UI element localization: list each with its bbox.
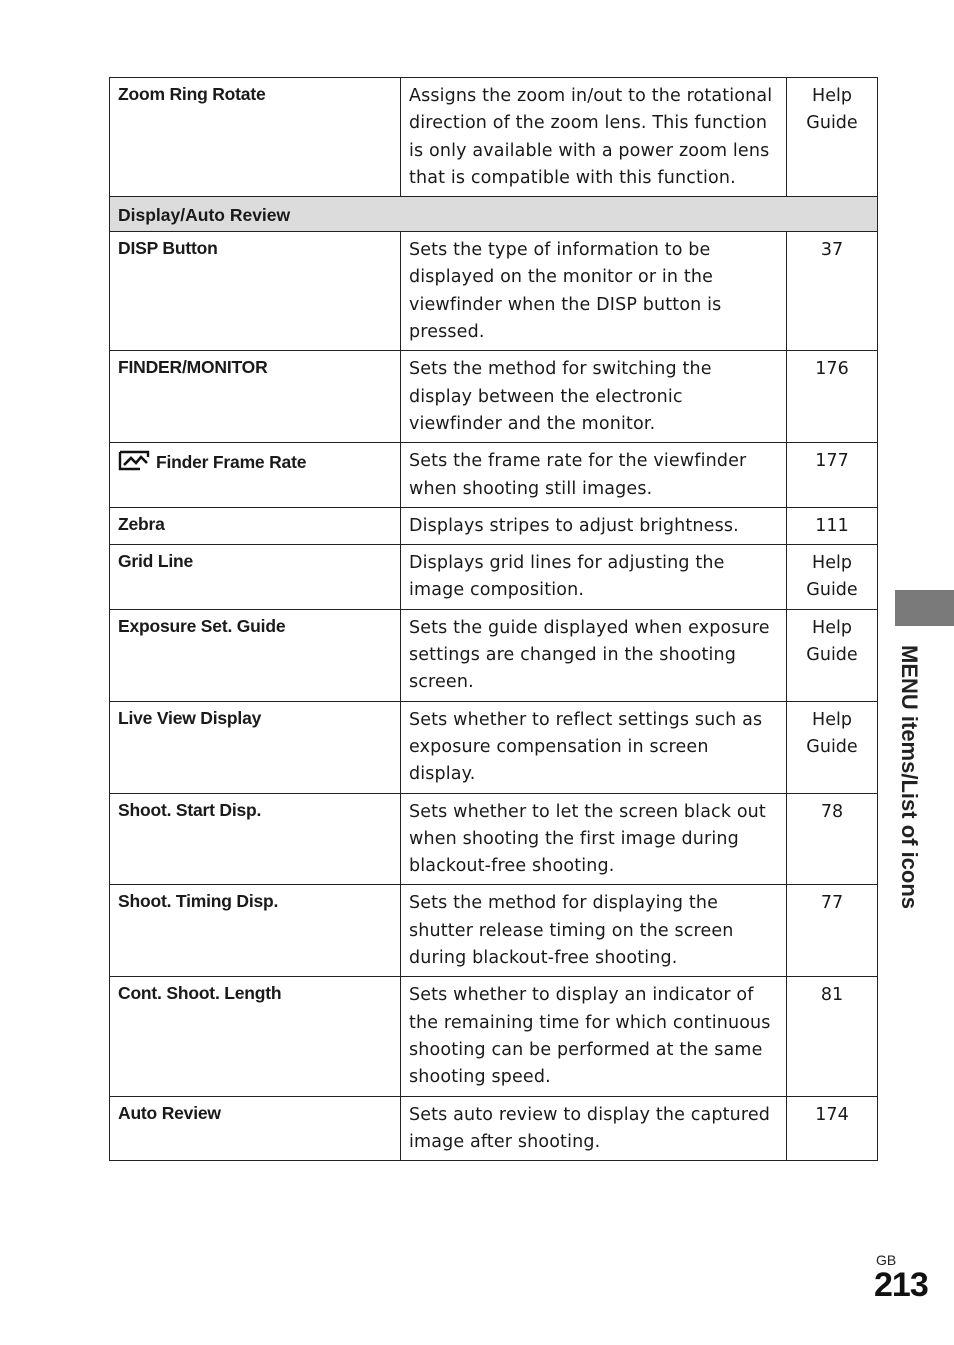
menu-item-page-reference: Help Guide bbox=[787, 78, 878, 197]
menu-item-description: Sets the guide displayed when exposure settings are changed in the shooting screen. bbox=[401, 609, 787, 701]
menu-item-name-cell bbox=[110, 793, 401, 885]
menu-item-name-cell bbox=[110, 885, 401, 977]
menu-item-name: Cont. Shoot. Length bbox=[118, 983, 282, 1004]
menu-item-name: Shoot. Timing Disp. bbox=[118, 891, 279, 912]
table-row bbox=[110, 351, 878, 443]
menu-item-page-reference: 78 bbox=[787, 793, 878, 885]
menu-item-description: Sets the method for displaying the shutter release timing on the screen during blackout-free shooting. bbox=[401, 885, 787, 977]
menu-item-name: Grid Line bbox=[118, 551, 194, 572]
menu-item-description: Sets whether to reflect settings such as exposure compensation in screen display. bbox=[401, 701, 787, 793]
menu-item-description: Assigns the zoom in/out to the rotational direction of the zoom lens. This function is only available with a power zoom lens that is compatible with this function. bbox=[401, 78, 787, 197]
table-row bbox=[110, 232, 878, 351]
table-row bbox=[110, 78, 878, 197]
menu-item-page-reference: 174 bbox=[787, 1096, 878, 1161]
menu-item-name-cell bbox=[110, 351, 401, 443]
menu-item-name-cell bbox=[110, 507, 401, 544]
chapter-tab-label: MENU items/List of icons bbox=[897, 645, 922, 910]
menu-item-page-reference: Help Guide bbox=[787, 545, 878, 610]
menu-item-name-cell bbox=[110, 1096, 401, 1161]
menu-item-description: Sets whether to display an indicator of the remaining time for which continuous shooting can be performed at the same shooting speed. bbox=[401, 977, 787, 1096]
menu-item-description: Sets the method for switching the display between the electronic viewfinder and the monitor. bbox=[401, 351, 787, 443]
table-row bbox=[110, 1096, 878, 1161]
menu-items-table bbox=[109, 77, 878, 1161]
menu-item-name-cell bbox=[110, 78, 401, 197]
table-row bbox=[110, 545, 878, 610]
menu-item-page-reference: 77 bbox=[787, 885, 878, 977]
menu-item-name: FINDER/MONITOR bbox=[118, 357, 268, 378]
menu-item-page-reference: 177 bbox=[787, 443, 878, 508]
table-row bbox=[110, 701, 878, 793]
menu-item-name: DISP Button bbox=[118, 238, 218, 259]
menu-item-description: Displays stripes to adjust brightness. bbox=[401, 507, 787, 544]
menu-item-page-reference: 176 bbox=[787, 351, 878, 443]
menu-item-description: Sets the type of information to be displayed on the monitor or in the viewfinder when the DISP button is pressed. bbox=[401, 232, 787, 351]
menu-item-description: Sets whether to let the screen black out when shooting the first image during blackout-free shooting. bbox=[401, 793, 787, 885]
menu-item-name-cell bbox=[110, 545, 401, 610]
menu-item-description: Sets auto review to display the captured image after shooting. bbox=[401, 1096, 787, 1161]
menu-item-name: Auto Review bbox=[118, 1102, 221, 1123]
still-image-mode-icon bbox=[118, 448, 150, 477]
menu-item-name: Zebra bbox=[118, 513, 165, 534]
table-row bbox=[110, 609, 878, 701]
section-header-row bbox=[110, 197, 878, 232]
page-number: 213 bbox=[874, 1266, 928, 1304]
menu-item-page-reference: Help Guide bbox=[787, 701, 878, 793]
menu-item-description: Displays grid lines for adjusting the image composition. bbox=[401, 545, 787, 610]
menu-item-name-cell bbox=[110, 443, 401, 508]
menu-item-page-reference: Help Guide bbox=[787, 609, 878, 701]
menu-item-name: Exposure Set. Guide bbox=[118, 615, 286, 636]
region-code: GB bbox=[876, 1252, 897, 1268]
table-row bbox=[110, 885, 878, 977]
section-title: Display/Auto Review bbox=[110, 197, 878, 232]
table-row bbox=[110, 977, 878, 1096]
menu-item-name-cell bbox=[110, 609, 401, 701]
menu-item-name: Shoot. Start Disp. bbox=[118, 799, 262, 820]
menu-item-name-cell bbox=[110, 701, 401, 793]
menu-item-description: Sets the frame rate for the viewfinder when shooting still images. bbox=[401, 443, 787, 508]
chapter-tab-marker bbox=[895, 590, 954, 626]
table-row bbox=[110, 443, 878, 508]
menu-item-name: Finder Frame Rate bbox=[156, 452, 307, 473]
table-row bbox=[110, 507, 878, 544]
menu-item-name: Live View Display bbox=[118, 707, 262, 728]
menu-item-name-cell bbox=[110, 977, 401, 1096]
table-row bbox=[110, 793, 878, 885]
menu-item-page-reference: 111 bbox=[787, 507, 878, 544]
menu-item-name: Zoom Ring Rotate bbox=[118, 84, 266, 104]
menu-item-page-reference: 81 bbox=[787, 977, 878, 1096]
menu-item-page-reference: 37 bbox=[787, 232, 878, 351]
menu-table-body bbox=[110, 78, 878, 1161]
menu-item-name-cell bbox=[110, 232, 401, 351]
